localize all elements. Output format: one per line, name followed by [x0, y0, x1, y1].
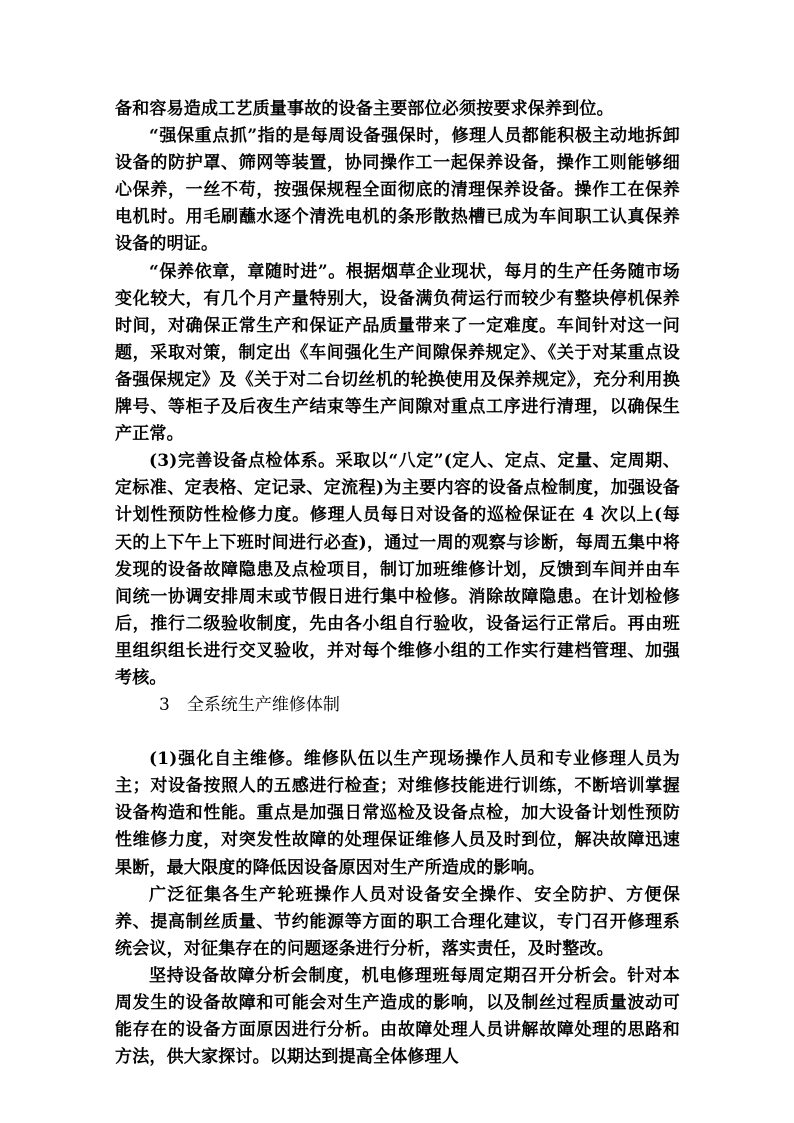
- paragraph-strong-maintenance: “强保重点抓”指的是每周设备强保时，修理人员都能积极主动地拆卸设备的防护罩、筛网等装置，协同操作工一起保养设备，操作工则能够细心保养，一丝不苟，按强保规程全面彻底的清理保养设备。操作工在保养电机时。用毛刷蘸水逐个清洗电机的条形散热槽已成为车间职工认真保养设备的明证。: [115, 126, 680, 255]
- paragraph-self-maintenance: (1)强化自主维修。维修队伍以生产现场操作人员和专业修理人员为主；对设备按照人的五感进行检查；对维修技能进行训练，不断培训掌握设备构造和性能。重点是加强日常巡检及设备点检，加大设备计划性预防性维修力度，对突发性故障的处理保证维修人员及时到位，解决故障迅速果断，最大限度的降低因设备原因对生产所造成的影响。: [115, 749, 680, 878]
- blank-line: [115, 719, 680, 746]
- paragraph-continuation: 备和容易造成工艺质量事故的设备主要部位必须按要求保养到位。: [115, 99, 614, 119]
- paragraph-maintenance-rules: “保养依章，章随时进”。根据烟草企业现状，每月的生产任务随市场变化较大，有几个月产量特别大，设备满负荷运行而较少有整块停机保养时间，对确保正常生产和保证产品质量带来了一定难度。车间针对这一问题，采取对策，制定出《车间强化生产间隙保养规定》、《关于对某重点设备强保规定》及《关于对二台切丝机的轮换使用及保养规定》，充分利用换牌号、等柜子及后夜生产结束等生产间隙对重点工序进行清理，以确保生产正常。: [115, 261, 680, 445]
- paragraph-fault-analysis: 坚持设备故障分析会制度，机电修理班每周定期召开分析会。针对本周发生的设备故障和可能会对生产造成的影响，以及制丝过程质量波动可能存在的设备方面原因进行分析。由故障处理人员讲解故障处理的思路和方法，供大家探讨。以期达到提高全体修理人: [115, 965, 680, 1068]
- section-heading: 3 全系统生产维修体制: [159, 695, 340, 716]
- document-page: [115, 96, 680, 1071]
- paragraph-suggestions: 广泛征集各生产轮班操作人员对设备安全操作、安全防护、方便保养、提高制丝质量、节约能源等方面的职工合理化建议，专门召开修理系统会议，对征集存在的问题逐条进行分析，落实责任，及时整改。: [115, 884, 680, 959]
- paragraph-inspection-system: (3)完善设备点检体系。采取以“八定”(定人、定点、定量、定周期、定标准、定表格、定记录、定流程)为主要内容的设备点检制度，加强设备计划性预防性检修力度。修理人员每日对设备的巡检保证在 4 次以上(每天的上下午上下班时间进行必查)，通过一周的观察与诊断，每周五集中将发现的设备故障隐患及点检项目，制订加班维修计划，反馈到车间并由车间统一协调安排周末或节假日进行集中检修。消除故障隐患。在计划检修后，推行二级验收制度，先由各小组自行验收，设备运行正常后。再由班里组织组长进行交叉验收，并对每个维修小组的工作实行建档管理、加强考核。: [115, 451, 680, 688]
